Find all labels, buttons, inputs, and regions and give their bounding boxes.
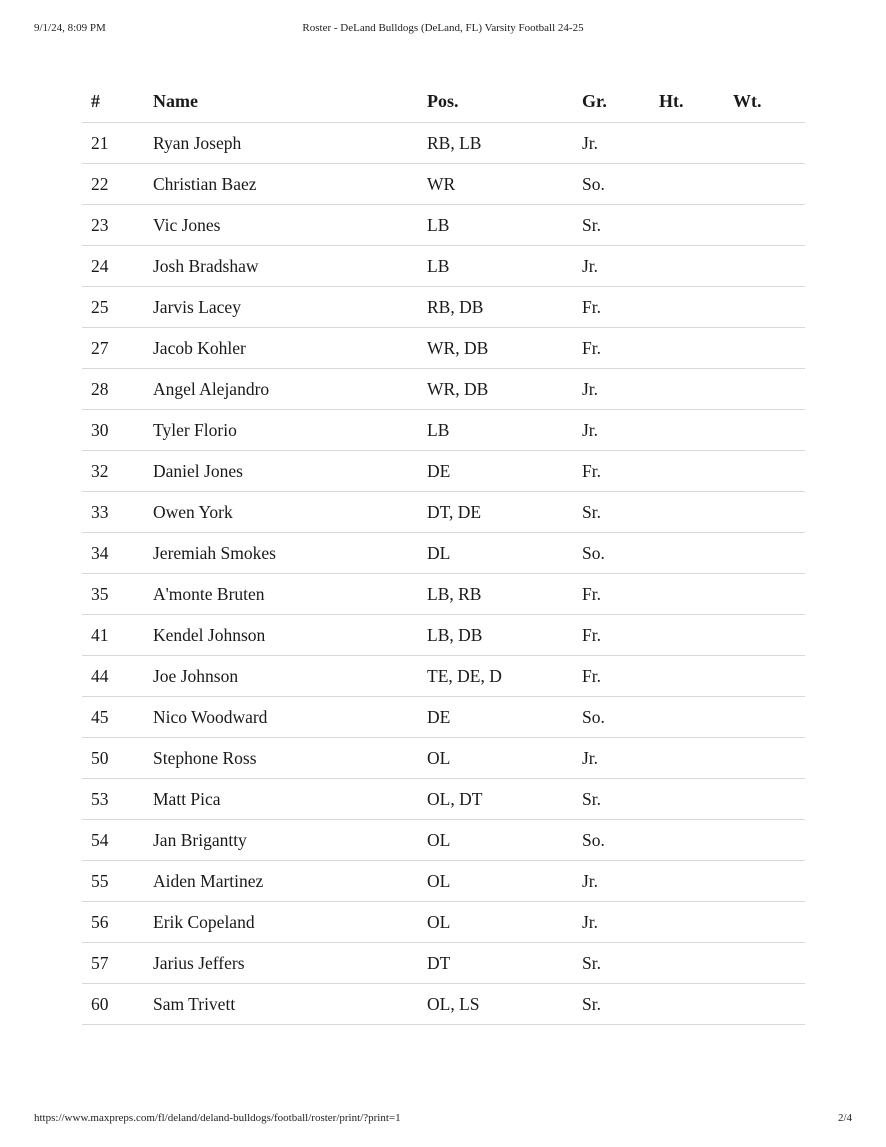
player-number: 25 [82, 287, 153, 328]
player-grade: Sr. [582, 984, 659, 1025]
player-position: DT [427, 943, 582, 984]
player-name: Jarvis Lacey [153, 287, 427, 328]
player-name: Nico Woodward [153, 697, 427, 738]
player-height [659, 779, 733, 820]
player-name: Ryan Joseph [153, 123, 427, 164]
player-position: OL [427, 820, 582, 861]
player-position: DE [427, 451, 582, 492]
column-header-position: Pos. [427, 81, 582, 123]
player-name: Owen York [153, 492, 427, 533]
player-weight [733, 861, 805, 902]
table-row [82, 410, 805, 451]
player-name: Aiden Martinez [153, 861, 427, 902]
table-row [82, 820, 805, 861]
player-name: Kendel Johnson [153, 615, 427, 656]
player-weight [733, 615, 805, 656]
player-height [659, 123, 733, 164]
player-position: WR, DB [427, 328, 582, 369]
player-number: 44 [82, 656, 153, 697]
player-weight [733, 451, 805, 492]
player-number: 30 [82, 410, 153, 451]
player-weight [733, 656, 805, 697]
player-number: 22 [82, 164, 153, 205]
player-grade: Jr. [582, 369, 659, 410]
page-title: Roster - DeLand Bulldogs (DeLand, FL) Varsity Football 24-25 [302, 22, 584, 34]
player-number: 53 [82, 779, 153, 820]
player-number: 56 [82, 902, 153, 943]
player-grade: Sr. [582, 943, 659, 984]
player-number: 32 [82, 451, 153, 492]
page-url-link[interactable]: https://www.maxpreps.com/fl/deland/deland-bulldogs/football/roster/print/?print=1 [34, 1112, 401, 1124]
player-grade: Sr. [582, 205, 659, 246]
player-height [659, 205, 733, 246]
player-number: 54 [82, 820, 153, 861]
player-weight [733, 164, 805, 205]
player-weight [733, 287, 805, 328]
roster-body [82, 123, 805, 1025]
player-position: RB, DB [427, 287, 582, 328]
player-name: A'monte Bruten [153, 574, 427, 615]
roster-table [82, 81, 805, 1025]
player-grade: Jr. [582, 861, 659, 902]
player-weight [733, 492, 805, 533]
player-grade: Fr. [582, 574, 659, 615]
table-row [82, 984, 805, 1025]
player-name: Jacob Kohler [153, 328, 427, 369]
player-height [659, 574, 733, 615]
table-row [82, 492, 805, 533]
player-weight [733, 533, 805, 574]
player-height [659, 492, 733, 533]
player-weight [733, 574, 805, 615]
player-height [659, 615, 733, 656]
player-number: 57 [82, 943, 153, 984]
player-position: LB [427, 410, 582, 451]
player-name: Sam Trivett [153, 984, 427, 1025]
player-position: TE, DE, D [427, 656, 582, 697]
table-row [82, 656, 805, 697]
table-row [82, 861, 805, 902]
player-number: 33 [82, 492, 153, 533]
table-row [82, 246, 805, 287]
table-header-row [82, 81, 805, 123]
player-height [659, 451, 733, 492]
player-number: 21 [82, 123, 153, 164]
player-position: LB, RB [427, 574, 582, 615]
print-footer [0, 1112, 886, 1128]
player-name: Matt Pica [153, 779, 427, 820]
column-header-name: Name [153, 81, 427, 123]
player-weight [733, 984, 805, 1025]
player-weight [733, 246, 805, 287]
player-grade: So. [582, 697, 659, 738]
table-row [82, 369, 805, 410]
table-row [82, 779, 805, 820]
player-height [659, 820, 733, 861]
player-name: Erik Copeland [153, 902, 427, 943]
player-grade: Sr. [582, 492, 659, 533]
player-position: DE [427, 697, 582, 738]
player-weight [733, 410, 805, 451]
player-height [659, 533, 733, 574]
table-row [82, 697, 805, 738]
player-position: WR, DB [427, 369, 582, 410]
player-height [659, 984, 733, 1025]
player-number: 41 [82, 615, 153, 656]
player-name: Jarius Jeffers [153, 943, 427, 984]
table-row [82, 902, 805, 943]
table-row [82, 533, 805, 574]
player-grade: Fr. [582, 287, 659, 328]
player-grade: Jr. [582, 902, 659, 943]
player-height [659, 738, 733, 779]
player-grade: Fr. [582, 451, 659, 492]
player-grade: So. [582, 164, 659, 205]
player-position: LB [427, 205, 582, 246]
player-name: Stephone Ross [153, 738, 427, 779]
player-position: OL [427, 861, 582, 902]
column-header-height: Ht. [659, 81, 733, 123]
table-row [82, 123, 805, 164]
player-number: 50 [82, 738, 153, 779]
player-position: OL, DT [427, 779, 582, 820]
player-grade: Jr. [582, 246, 659, 287]
player-height [659, 328, 733, 369]
player-number: 45 [82, 697, 153, 738]
player-weight [733, 697, 805, 738]
column-header-number: # [82, 81, 153, 123]
player-position: OL [427, 902, 582, 943]
player-height [659, 164, 733, 205]
column-header-weight: Wt. [733, 81, 805, 123]
player-number: 28 [82, 369, 153, 410]
player-weight [733, 738, 805, 779]
player-height [659, 410, 733, 451]
table-row [82, 615, 805, 656]
player-height [659, 369, 733, 410]
player-height [659, 697, 733, 738]
player-grade: Fr. [582, 328, 659, 369]
table-row [82, 943, 805, 984]
player-grade: So. [582, 820, 659, 861]
player-height [659, 902, 733, 943]
print-header [0, 22, 886, 38]
table-row [82, 205, 805, 246]
player-name: Vic Jones [153, 205, 427, 246]
player-number: 34 [82, 533, 153, 574]
player-weight [733, 902, 805, 943]
player-position: LB, DB [427, 615, 582, 656]
player-weight [733, 943, 805, 984]
table-row [82, 738, 805, 779]
player-position: LB [427, 246, 582, 287]
player-name: Christian Baez [153, 164, 427, 205]
player-position: OL [427, 738, 582, 779]
player-height [659, 861, 733, 902]
player-number: 35 [82, 574, 153, 615]
player-name: Tyler Florio [153, 410, 427, 451]
player-grade: Sr. [582, 779, 659, 820]
player-weight [733, 779, 805, 820]
player-name: Jan Brigantty [153, 820, 427, 861]
player-height [659, 246, 733, 287]
player-position: DL [427, 533, 582, 574]
player-number: 23 [82, 205, 153, 246]
print-date: 9/1/24, 8:09 PM [34, 22, 106, 34]
player-height [659, 943, 733, 984]
player-weight [733, 820, 805, 861]
player-name: Joe Johnson [153, 656, 427, 697]
player-grade: Fr. [582, 615, 659, 656]
player-name: Daniel Jones [153, 451, 427, 492]
player-position: RB, LB [427, 123, 582, 164]
player-number: 55 [82, 861, 153, 902]
player-name: Josh Bradshaw [153, 246, 427, 287]
player-height [659, 656, 733, 697]
page-number: 2/4 [837, 1112, 852, 1124]
player-grade: So. [582, 533, 659, 574]
player-position: OL, LS [427, 984, 582, 1025]
player-height [659, 287, 733, 328]
player-weight [733, 369, 805, 410]
player-grade: Jr. [582, 123, 659, 164]
table-row [82, 451, 805, 492]
player-weight [733, 328, 805, 369]
player-grade: Jr. [582, 738, 659, 779]
player-grade: Fr. [582, 656, 659, 697]
player-weight [733, 123, 805, 164]
player-position: DT, DE [427, 492, 582, 533]
player-number: 60 [82, 984, 153, 1025]
table-row [82, 287, 805, 328]
player-number: 24 [82, 246, 153, 287]
player-position: WR [427, 164, 582, 205]
table-row [82, 164, 805, 205]
column-header-grade: Gr. [582, 81, 659, 123]
player-grade: Jr. [582, 410, 659, 451]
player-weight [733, 205, 805, 246]
player-name: Angel Alejandro [153, 369, 427, 410]
player-name: Jeremiah Smokes [153, 533, 427, 574]
table-row [82, 574, 805, 615]
player-number: 27 [82, 328, 153, 369]
table-row [82, 328, 805, 369]
